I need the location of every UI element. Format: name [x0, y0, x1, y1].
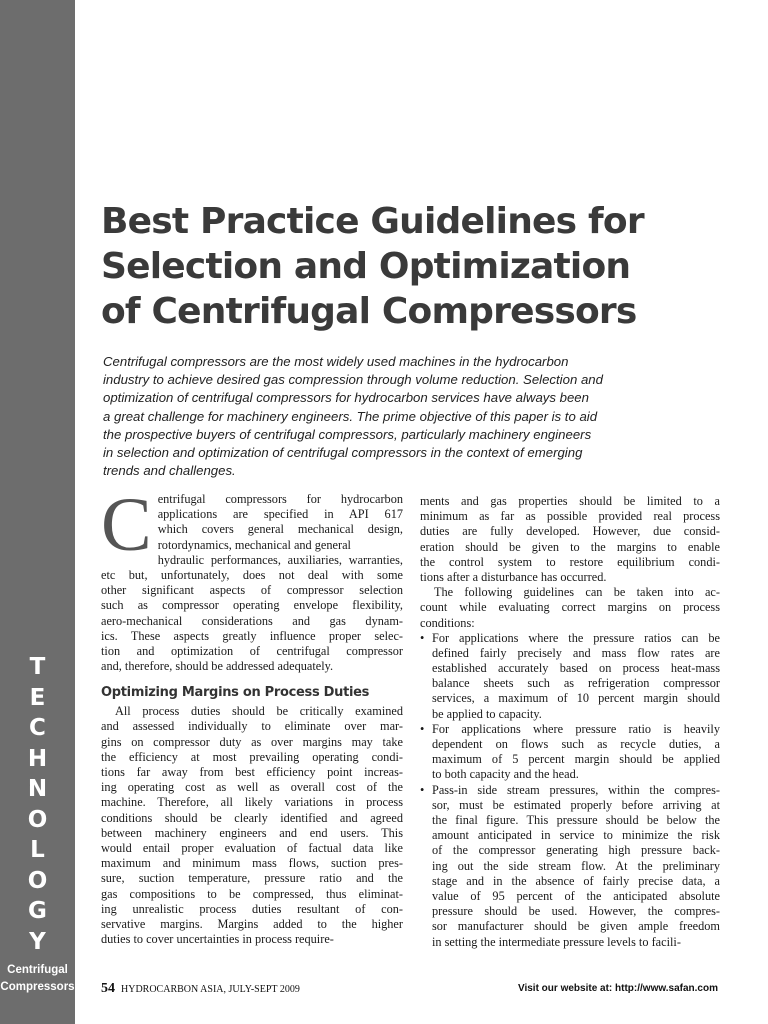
bullet-line: of the compressor generating high pressure back-: [432, 843, 720, 858]
bullet-line: value of 95 percent of the anticipated absolute: [432, 888, 720, 903]
paragraph-line: tions far away from best efficiency point increas-: [101, 765, 403, 780]
bullet-item: [420, 783, 720, 950]
bullet-line: sor, must be estimated properly before arriving at: [432, 797, 720, 812]
vertical-letter: C: [29, 715, 46, 741]
paragraph-line: tion and optimization of centrifugal compressor: [101, 643, 403, 658]
article-title: [101, 199, 741, 334]
footer-publication: [101, 981, 300, 997]
title-line: Selection and Optimization: [101, 246, 631, 287]
paragraph-line: sure, suction temperature, pressure ratio and the: [101, 871, 403, 886]
bullet-dot: •: [420, 630, 425, 645]
paragraph-line: minimum as far as possible provided real process: [420, 509, 720, 524]
paragraph-line: conditions:: [420, 615, 475, 630]
bullet-line: Pass-in side stream pressures, within the compres-: [432, 782, 720, 797]
intro-line: a great challenge for machinery engineers. The prime objective of this paper is to aid: [103, 408, 598, 424]
paragraph-line: ing unrealistic process duties resultant of con-: [101, 901, 403, 916]
paragraph-line: tions after a disturbance has occurred.: [420, 569, 607, 584]
bullet-line: sor manufacturer should be given ample freedom: [432, 919, 720, 934]
paragraph-line: machine. Therefore, all likely variations in process: [101, 795, 403, 810]
bullet-line: For applications where pressure ratio is heavily: [432, 721, 720, 736]
bullet-line: For applications where the pressure ratios can be: [432, 630, 720, 645]
paragraph-line: such as compressor operating envelope flexibility,: [101, 598, 403, 613]
paragraph-line: gas compositions to be compressed, thus eliminat-: [101, 886, 403, 901]
footer-website[interactable]: Visit our website at: http://www.safan.com: [517, 983, 718, 994]
bullet-line: established accurately based on process heat-mass: [432, 661, 720, 676]
bullet-line: ing out the side stream flow. At the preliminary: [432, 858, 720, 873]
paragraph-line: duties are fully developed. However, due consid-: [420, 524, 720, 539]
bullet-line: maximum of 5 percent margin should be applied: [432, 752, 720, 767]
paragraph-line: servative margins. Margins added to the higher: [101, 916, 403, 931]
paragraph-line: duties to cover uncertainties in process require-: [101, 932, 334, 947]
paragraph-line: maximum and minimum mass flows, suction pres-: [101, 856, 403, 871]
bullet-line: services, a maximum of 10 percent margin should: [432, 691, 720, 706]
paragraph-line: and, therefore, should be addressed adequately.: [101, 659, 334, 674]
title-line: Best Practice Guidelines for: [101, 201, 644, 242]
vertical-letter: G: [28, 898, 47, 924]
vertical-letter: H: [27, 745, 48, 772]
title-line: of Centrifugal Compressors: [101, 291, 637, 332]
paragraph-line: gins on compressor duty as over margins may take: [101, 734, 403, 749]
paragraph-line: All process duties should be critically examined: [115, 704, 403, 719]
bullet-line: defined fairly precisely and mass flow rates are: [432, 645, 720, 660]
paragraph-line: and assessed individually to eliminate over mar-: [101, 719, 403, 734]
bullet-line: balance sheets such as refrigeration compressor: [432, 676, 720, 691]
publication-name: HYDROCARBON ASIA, JULY-SEPT 2009: [121, 984, 300, 995]
paragraph-line: entrifugal compressors for hydrocarbon: [157, 492, 403, 506]
paragraph-line: hydraulic performances, auxiliaries, warranties,: [157, 552, 403, 567]
bullet-dot: •: [420, 782, 425, 797]
intro-line: Centrifugal compressors are the most widely used machines in the hydrocarbon: [103, 354, 569, 369]
body-column-right: [420, 494, 720, 950]
intro-line: trends and challenges.: [103, 463, 236, 479]
bullet-line: be applied to capacity.: [432, 706, 542, 721]
intro-line: in selection and optimization of centrifugal compressors in the context of emerging: [103, 445, 583, 461]
vertical-letter: E: [29, 684, 46, 711]
bullet-dot: •: [420, 721, 425, 736]
paragraph-line: The following guidelines can be taken into ac-: [434, 585, 720, 600]
section-label: [0, 962, 75, 996]
bullet-line: dependent on flows such as recycle duties, a: [432, 737, 720, 752]
paragraph-line: conditions should be clearly identified and agreed: [101, 810, 403, 825]
paragraph-line: aero-mechanical considerations and gas dynam-: [101, 613, 403, 628]
paragraph-line: the control system to restore equilibrium condi-: [420, 554, 720, 569]
second-paragraph: [101, 704, 403, 947]
vertical-letter: O: [27, 806, 48, 833]
right-paragraph-1: [420, 494, 720, 585]
page-number: 54: [101, 981, 115, 996]
bullet-line: the final figure. This pressure should be below the: [432, 813, 720, 827]
paragraph-line: applications are specified in API 617: [157, 507, 403, 522]
first-paragraph: [101, 483, 403, 674]
bullet-item: [420, 722, 720, 783]
section-label-line: Compressors: [0, 981, 75, 993]
article-intro: [103, 353, 703, 480]
vertical-letter: T: [29, 654, 46, 680]
vertical-letter: O: [27, 867, 48, 894]
paragraph-line: ing operating cost as well as overall cost of the: [101, 780, 403, 795]
bullet-line: pressure should be used. However, the compres-: [432, 904, 720, 919]
paragraph-line: between machinery engineers and end users. This: [101, 825, 403, 840]
paragraph-line: would entail proper evaluation of factual data like: [101, 840, 403, 855]
paragraph-line: which covers general mechanical design,: [157, 522, 403, 537]
paragraph-line: ics. These aspects greatly influence proper selec-: [101, 628, 403, 643]
paragraph-line: ments and gas properties should be limited to a: [420, 494, 720, 508]
paragraph-line: the efficiency at most prevailing operating condi-: [101, 749, 403, 764]
bullet-line: in setting the intermediate pressure levels to facili-: [432, 934, 681, 949]
section-subheading: Optimizing Margins on Process Duties: [101, 685, 370, 701]
bullet-line: amount anticipated in service to minimize the risk: [432, 828, 720, 843]
intro-line: the prospective buyers of centrifugal compressors, particularly machinery engineers: [103, 426, 592, 442]
drop-cap: C: [101, 483, 152, 567]
vertical-letter: Y: [29, 928, 46, 955]
paragraph-line: eration should be given to the margins to enable: [420, 539, 720, 554]
paragraph-line: rotordynamics, mechanical and general: [157, 537, 351, 552]
paragraph-line: count while evaluating correct margins on process: [420, 600, 720, 615]
bullet-list: [420, 631, 720, 950]
vertical-letter: L: [30, 837, 45, 863]
bullet-line: to both capacity and the head.: [432, 767, 579, 782]
body-column-left: [101, 483, 403, 947]
bullet-line: stage and in the absence of fairly precise data, a: [432, 873, 720, 888]
section-label-line: Centrifugal: [7, 964, 68, 976]
intro-line: optimization of centrifugal compressors for hydrocarbon services have always been: [103, 390, 589, 406]
bullet-item: [420, 631, 720, 722]
vertical-letter: N: [27, 776, 48, 802]
paragraph-line: other significant aspects of compressor selection: [101, 583, 403, 598]
intro-line: industry to achieve desired gas compression through volume reduction. Selection and: [103, 372, 603, 388]
section-vertical-word: [0, 652, 75, 957]
right-paragraph-2: [420, 585, 720, 631]
paragraph-line: etc but, unfortunately, does not deal with some: [101, 567, 403, 582]
